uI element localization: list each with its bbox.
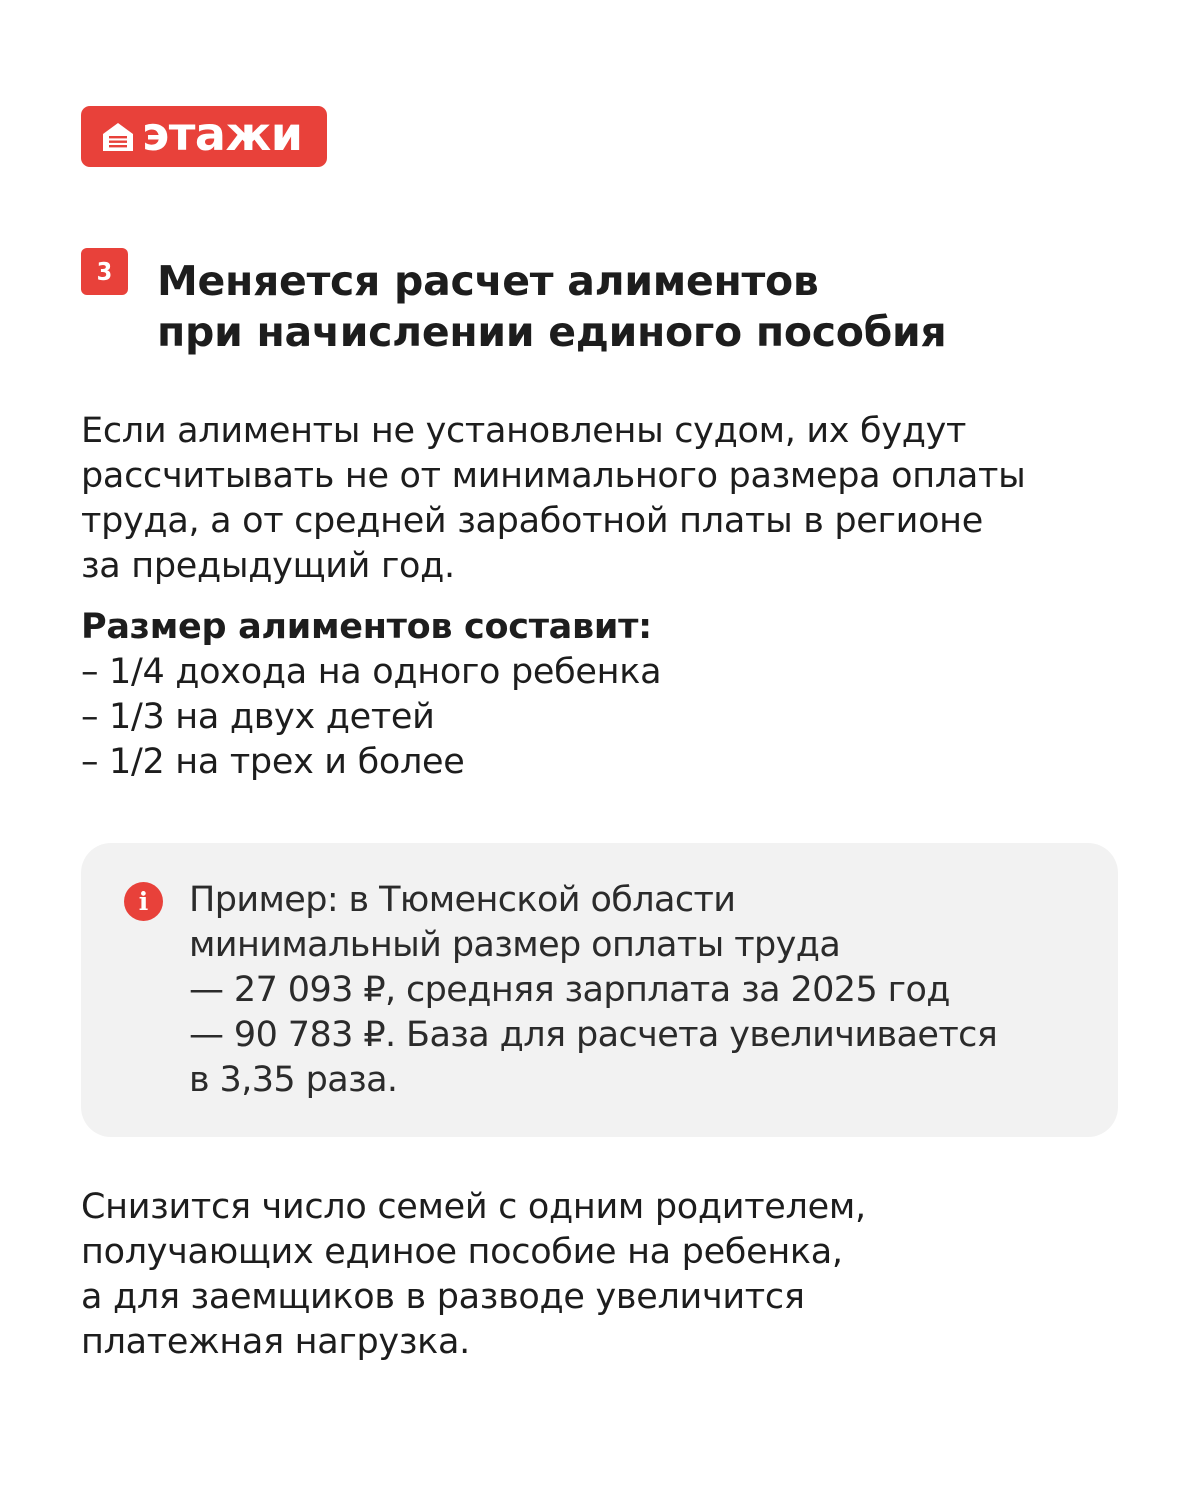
conclusion-line: а для заемщиков в разводе увеличится: [81, 1277, 805, 1317]
section-title: [157, 256, 946, 358]
info-icon: i: [124, 882, 163, 921]
conclusion-line: Снизится число семей с одним родителем,: [81, 1187, 866, 1227]
conclusion-line: получающих единое пособие на ребенка,: [81, 1232, 843, 1272]
alimony-sizes-heading: Размер алиментов составит:: [81, 607, 652, 647]
alimony-sizes-list: [81, 650, 661, 785]
conclusion-line: платежная нагрузка.: [81, 1322, 470, 1362]
house-icon: [102, 122, 134, 152]
note-line: Пример: в Тюменской области: [189, 880, 736, 920]
intro-line: рассчитывать не от минимального размера оплаты: [81, 456, 1026, 496]
brand-logo: [81, 106, 327, 167]
example-note-text: [189, 878, 997, 1103]
intro-line: за предыдущий год.: [81, 546, 455, 586]
note-line: в 3,35 раза.: [189, 1060, 398, 1100]
intro-paragraph: [81, 409, 1025, 589]
intro-line: Если алименты не установлены судом, их будут: [81, 411, 967, 451]
logo-text: этажи: [142, 106, 303, 161]
note-line: — 27 093 ₽, средняя зарплата за 2025 год: [189, 970, 950, 1010]
note-line: минимальный размер оплаты труда: [189, 925, 841, 965]
list-item: – 1/3 на двух детей: [81, 697, 435, 737]
step-number-badge: 3: [81, 248, 128, 295]
list-item: – 1/2 на трех и более: [81, 742, 465, 782]
note-line: — 90 783 ₽. База для расчета увеличивается: [189, 1015, 998, 1055]
title-line: Меняется расчет алиментов: [157, 257, 819, 305]
intro-line: труда, а от средней заработной платы в регионе: [81, 501, 983, 541]
title-line: при начислении единого пособия: [157, 308, 947, 356]
conclusion-paragraph: [81, 1185, 866, 1365]
list-item: – 1/4 дохода на одного ребенка: [81, 652, 662, 692]
